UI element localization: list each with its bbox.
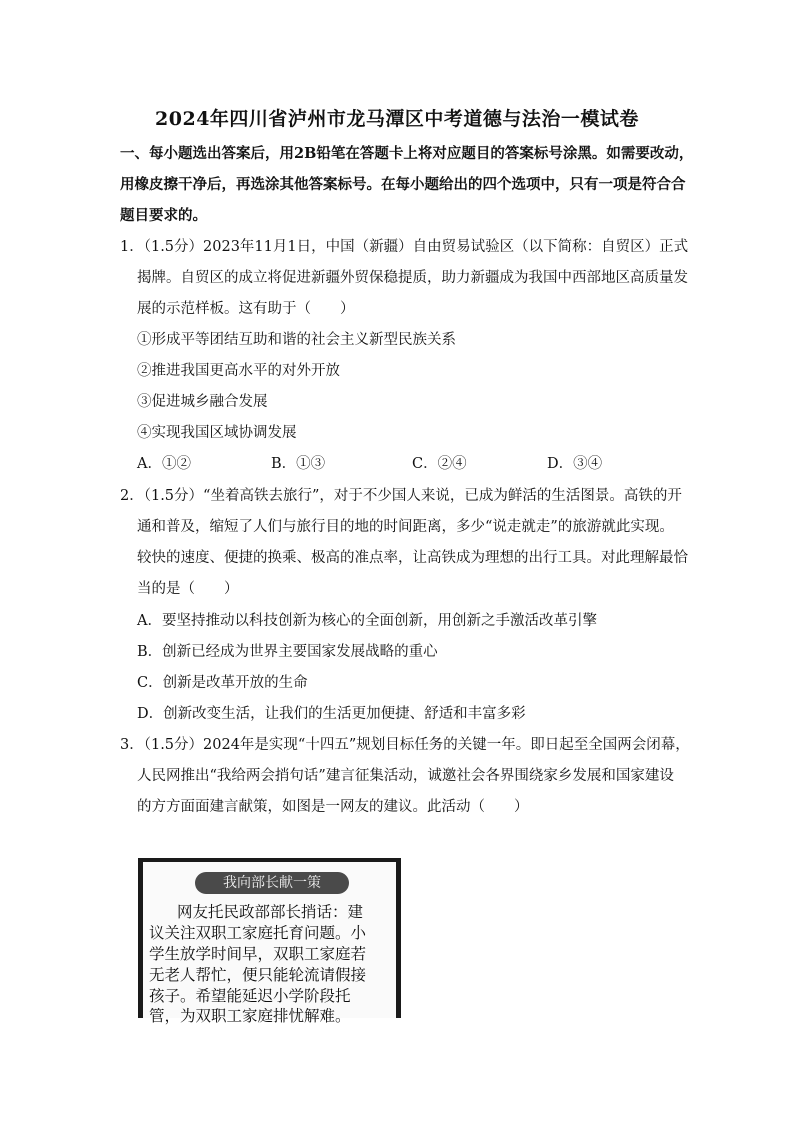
- q2-option-b[interactable]: B．创新已经成为世界主要国家发展战略的重心: [137, 644, 438, 660]
- q1-statement-1: ①形成平等团结互助和谐的社会主义新型民族关系: [137, 332, 456, 348]
- figure-line-4: 无老人帮忙，便只能轮流请假接: [149, 966, 367, 984]
- q1-stem-line-1: 1．（1.5分）2023年11月1日，中国（新疆）自由贸易试验区（以下简称：自贸区）正式: [120, 239, 689, 255]
- instruction-line-1: 一、每小题选出答案后，用2B铅笔在答题卡上将对应题目的答案标号涂黑。如需要改动，: [120, 145, 694, 162]
- q1-option-c[interactable]: C．②④: [412, 456, 467, 472]
- q2-stem-line-1: 2．（1.5分）“坐着高铁去旅行”，对于不少国人来说，已成为鲜活的生活图景。高铁的开: [120, 488, 682, 504]
- figure-header: 我向部长献一策: [195, 872, 349, 894]
- instruction-line-3: 题目要求的。: [120, 207, 207, 224]
- figure-line-3: 学生放学时间早，双职工家庭若: [149, 945, 367, 963]
- q2-stem-line-2: 通和普及，缩短了人们与旅行目的地的时间距离，多少“说走就走”的旅游就此实现。: [137, 519, 674, 535]
- figure-line-2: 议关注双职工家庭托育问题。小: [149, 924, 367, 942]
- q3-stem-line-2: 人民网推出“我给两会捎句话”建言征集活动，诚邀社会各界围绕家乡发展和国家建设: [137, 768, 674, 784]
- q2-stem-line-4: 当的是（ ）: [137, 581, 239, 597]
- suggestion-figure: [138, 858, 401, 1025]
- figure-line-6: 管，为双职工家庭排忧解难。: [149, 1007, 351, 1025]
- q1-statement-4: ④实现我国区域协调发展: [137, 425, 297, 441]
- exam-title: 2024年四川省泸州市龙马潭区中考道德与法治一模试卷: [155, 108, 639, 130]
- q1-stem-line-3: 展的示范样板。这有助于（ ）: [137, 301, 355, 317]
- figure-line-5: 孩子。希望能延迟小学阶段托: [149, 987, 351, 1005]
- q1-stem-line-2: 揭牌。自贸区的成立将促进新疆外贸保稳提质，助力新疆成为我国中西部地区高质量发: [137, 270, 688, 286]
- q1-option-b[interactable]: B．①③: [271, 456, 326, 472]
- q1-statement-2: ②推进我国更高水平的对外开放: [137, 363, 340, 379]
- instruction-line-2: 用橡皮擦干净后，再选涂其他答案标号。在每小题给出的四个选项中，只有一项是符合合: [120, 176, 686, 193]
- q3-stem-line-1: 3．（1.5分）2024年是实现“十四五”规划目标任务的关键一年。即日起至全国两会闭幕，: [120, 737, 690, 753]
- q3-stem-line-3: 的方方面面建言献策，如图是一网友的建议。此活动（ ）: [137, 799, 529, 815]
- q1-option-d[interactable]: D．③④: [547, 456, 603, 472]
- q1-statement-3: ③促进城乡融合发展: [137, 394, 268, 410]
- q1-options: [0, 454, 794, 474]
- figure-line-1: 网友托民政部部长捎话：建: [177, 903, 364, 921]
- q2-option-a[interactable]: A．要坚持推动以科技创新为核心的全面创新，用创新之手激活改革引擎: [137, 613, 597, 629]
- q2-option-d[interactable]: D．创新改变生活，让我们的生活更加便捷、舒适和丰富多彩: [137, 706, 526, 722]
- q1-option-a[interactable]: A．①②: [137, 456, 191, 472]
- q2-option-c[interactable]: C．创新是改革开放的生命: [137, 675, 308, 691]
- q2-stem-line-3: 较快的速度、便捷的换乘、极高的准点率，让高铁成为理想的出行工具。对此理解最恰: [137, 550, 688, 566]
